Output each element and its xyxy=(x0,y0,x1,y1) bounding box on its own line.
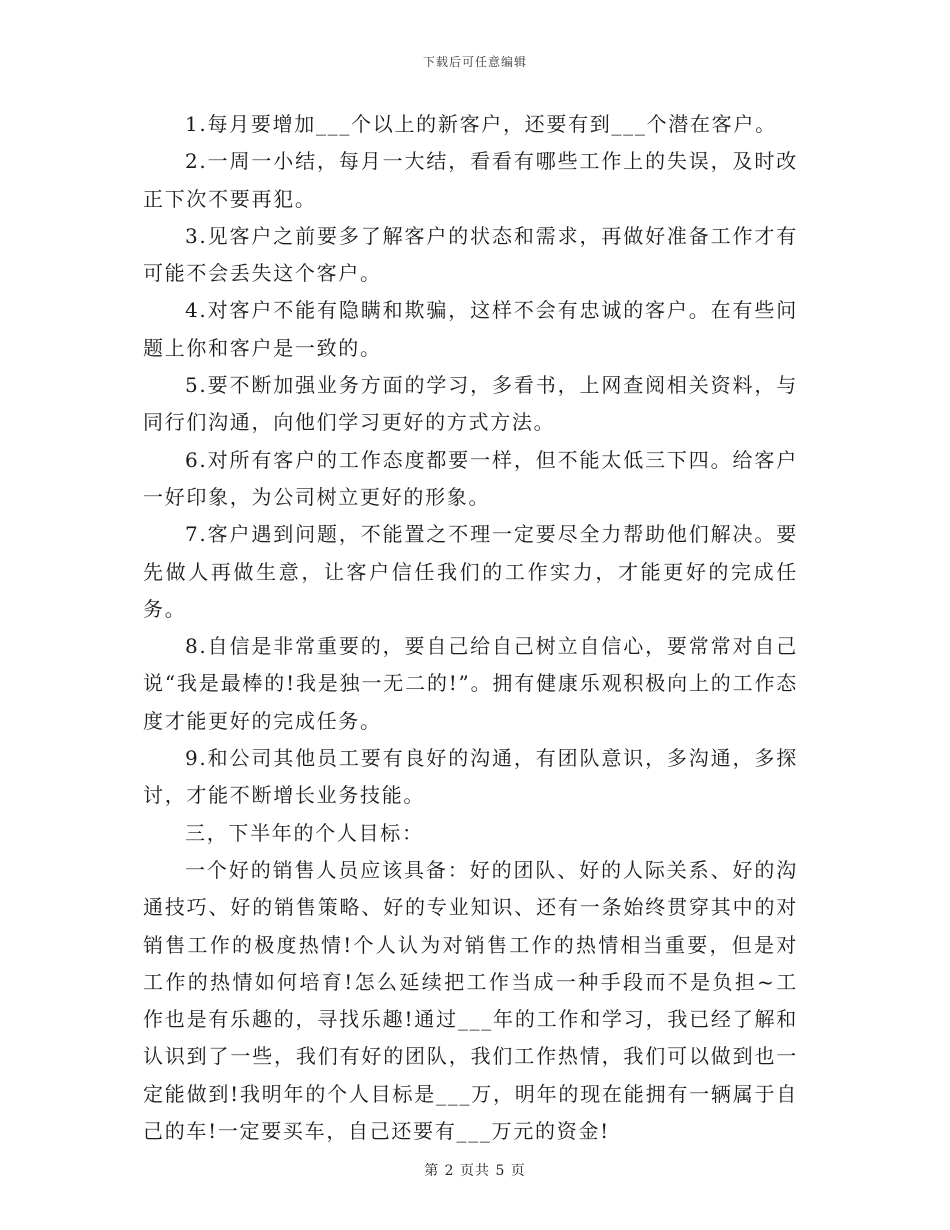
paragraph-item-8: 8.自信是非常重要的，要自己给自己树立自信心，要常常对自己说“我是最棒的!我是独一无二的!”。拥有健康乐观积极向上的工作态度才能更好的完成任务。 xyxy=(143,634,798,733)
paragraph-item-6: 6.对所有客户的工作态度都要一样，但不能太低三下四。给客户一好印象，为公司树立更好的形象。 xyxy=(143,447,798,509)
paragraph-personal-goals: 一个好的销售人员应该具备：好的团队、好的人际关系、好的沟通技巧、好的销售策略、好的专业知识、还有一条始终贯穿其中的对销售工作的极度热情!个人认为对销售工作的热情相当重要，但是对工作的热情如何培育!怎么延续把工作当成一种手段而不是负担~工作也是有乐趣的，寻找乐趣!通过___年的工作和学习，我已经了解和认识到了一些，我们有好的团队，我们工作热情，我们可以做到也一定能做到!我明年的个人目标是___万，明年的现在能拥有一辆属于自己的车!一定要买车，自己还要有___万元的资金! xyxy=(143,857,798,1144)
document-body xyxy=(143,106,798,1150)
paragraph-item-5: 5.要不断加强业务方面的学习，多看书，上网查阅相关资料，与同行们沟通，向他们学习更好的方式方法。 xyxy=(143,373,798,435)
paragraph-item-7: 7.客户遇到问题，不能置之不理一定要尽全力帮助他们解决。要先做人再做生意，让客户信任我们的工作实力，才能更好的完成任务。 xyxy=(143,522,798,621)
section-heading: 三，下半年的个人目标： xyxy=(185,820,424,845)
paragraph-item-2: 2.一周一小结，每月一大结，看看有哪些工作上的失误，及时改正下次不要再犯。 xyxy=(143,149,798,211)
page-header: 下载后可任意编辑 xyxy=(422,55,527,69)
paragraph-item-1: 1.每月要增加___个以上的新客户，还要有到___个潜在客户。 xyxy=(185,112,777,136)
paragraph-item-9: 9.和公司其他员工要有良好的沟通，有团队意识，多沟通，多探讨，才能不断增长业务技能。 xyxy=(143,746,798,808)
paragraph-item-3: 3.见客户之前要多了解客户的状态和需求，再做好准备工作才有可能不会丢失这个客户。 xyxy=(143,223,798,286)
page-number: 第 2 页共 5 页 xyxy=(424,1163,526,1179)
paragraph-item-4: 4.对客户不能有隐瞒和欺骗，这样不会有忠诚的客户。在有些问题上你和客户是一致的。 xyxy=(143,298,798,360)
